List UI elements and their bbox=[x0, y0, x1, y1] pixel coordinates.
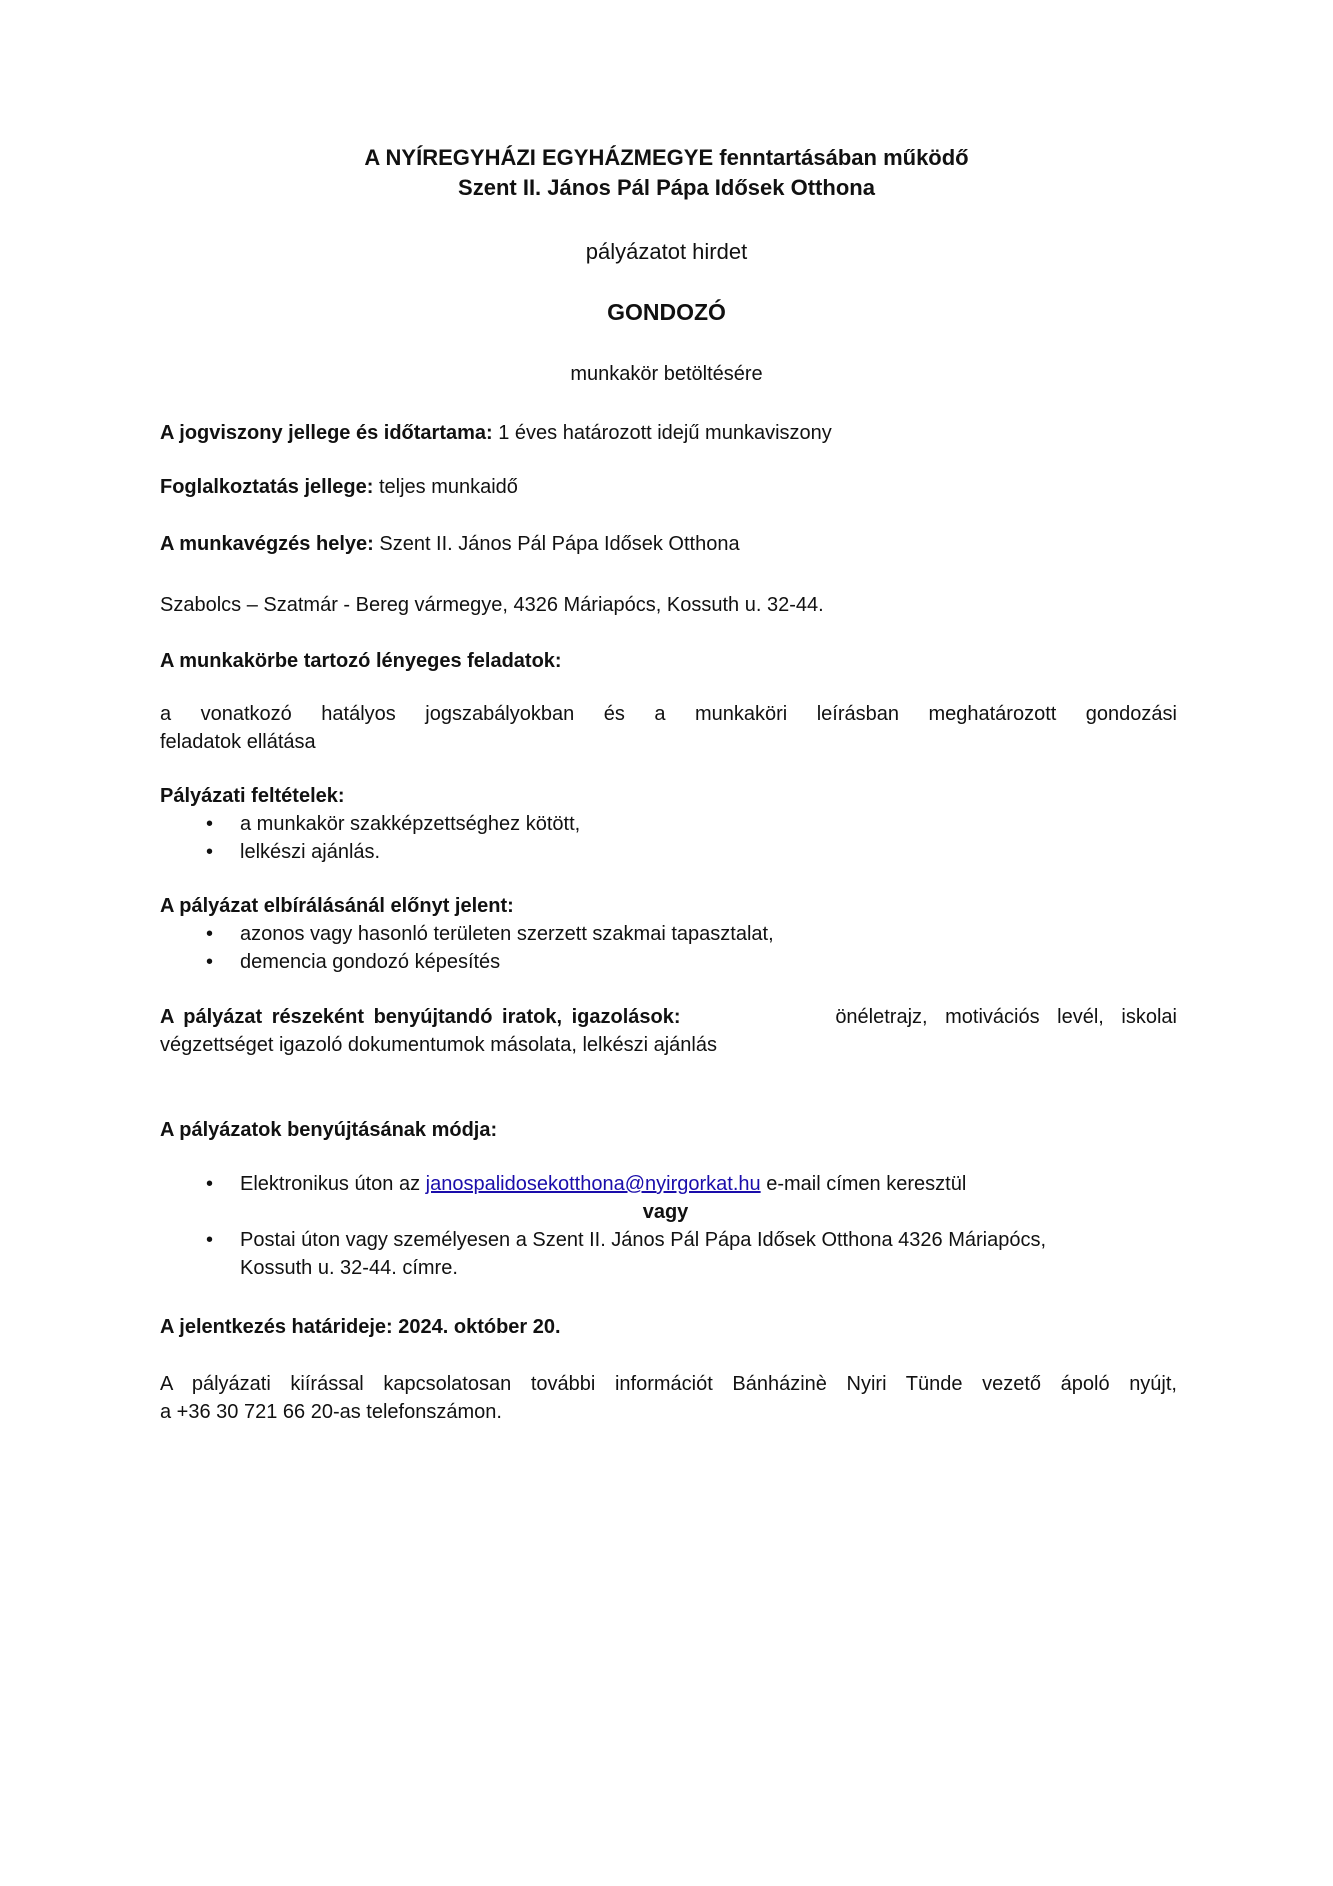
list-item: • Postai úton vagy személyesen a Szent II. János Pál Pápa Idősek Otthona 4326 Máriapócs, Kossuth u. 32-44. címre. bbox=[160, 1226, 1177, 1282]
advantages-section bbox=[160, 892, 1177, 976]
tasks-text bbox=[160, 700, 1177, 756]
list-item: • demencia gondozó képesítés bbox=[160, 948, 1177, 976]
announces-text: pályázatot hirdet bbox=[585, 239, 748, 264]
tasks-heading: A munkakörbe tartozó lényeges feladatok: bbox=[160, 650, 562, 672]
contact-line-2: a +36 30 721 66 20-as telefonszámon. bbox=[160, 1401, 502, 1423]
org-heading bbox=[0, 143, 1333, 203]
tasks-line-1: a vonatkozó hatályos jogszabályokban és a munkaköri leírásban meghatározott gondozási bbox=[160, 703, 1177, 725]
org-line-2: Szent II. János Pál Pápa Idősek Otthona bbox=[458, 175, 875, 200]
employment-label: Foglalkoztatás jellege: bbox=[160, 476, 374, 498]
list-item: • a munkakör szakképzettséghez kötött, bbox=[160, 810, 1177, 838]
bullet-icon: • bbox=[206, 841, 214, 863]
filling-text: munkakör betöltésére bbox=[570, 363, 763, 385]
documents-field bbox=[160, 1003, 1177, 1059]
contact-line-1: A pályázati kiírással kapcsolatosan további információt Bánházinè Nyiri Tünde vezető ápoló nyújt, bbox=[160, 1373, 1177, 1395]
address-text: Szabolcs – Szatmár - Bereg vármegye, 4326 Máriapócs, Kossuth u. 32-44. bbox=[160, 594, 824, 616]
place-field bbox=[160, 530, 1177, 558]
conditions-section bbox=[160, 782, 1177, 866]
bullet-icon: • bbox=[206, 923, 214, 945]
email-link[interactable]: janospalidosekotthona@nyirgorkat.hu bbox=[425, 1173, 761, 1195]
legal-field bbox=[160, 419, 1177, 447]
bullet-icon: • bbox=[206, 1229, 214, 1251]
documents-value-1: önéletrajz, motivációs levél, iskolai bbox=[835, 1006, 1177, 1028]
bullet-icon: • bbox=[206, 813, 214, 835]
org-line-1: A NYÍREGYHÁZI EGYHÁZMEGYE fenntartásában működő bbox=[364, 145, 969, 170]
list-item: • azonos vagy hasonló területen szerzett szakmai tapasztalat, bbox=[160, 920, 1177, 948]
submission-list bbox=[160, 1170, 1177, 1282]
position-title: GONDOZÓ bbox=[607, 299, 726, 325]
employment-value: teljes munkaidő bbox=[378, 476, 518, 498]
advantages-list bbox=[160, 920, 1177, 976]
bullet-icon: • bbox=[206, 1173, 214, 1195]
place-value: Szent II. János Pál Pápa Idősek Otthona bbox=[379, 533, 740, 555]
advantages-heading: A pályázat elbírálásánál előnyt jelent: bbox=[160, 895, 514, 917]
bullet-icon: • bbox=[206, 951, 214, 973]
contact-text bbox=[160, 1370, 1177, 1426]
conditions-list bbox=[160, 810, 1177, 866]
legal-value: 1 éves határozott idejű munkaviszony bbox=[498, 422, 832, 444]
list-item: • Elektronikus úton az janospalidosekotthona@nyirgorkat.hu e-mail címen keresztül bbox=[160, 1170, 1177, 1198]
employment-field bbox=[160, 473, 1177, 501]
tasks-line-2: feladatok ellátása bbox=[160, 731, 316, 753]
or-text: vagy bbox=[642, 1201, 689, 1223]
documents-line-1 bbox=[160, 1003, 1177, 1031]
deadline-text: A jelentkezés határideje: 2024. október 20. bbox=[160, 1316, 561, 1338]
list-item: • lelkészi ajánlás. bbox=[160, 838, 1177, 866]
submission-heading: A pályázatok benyújtásának módja: bbox=[160, 1119, 498, 1141]
conditions-heading: Pályázati feltételek: bbox=[160, 785, 345, 807]
legal-label: A jogviszony jellege és időtartama: bbox=[160, 422, 493, 444]
documents-value-2: végzettséget igazoló dokumentumok másolata, lelkészi ajánlás bbox=[160, 1034, 717, 1056]
documents-label: A pályázat részeként benyújtandó iratok, igazolások: bbox=[160, 1006, 681, 1028]
place-label: A munkavégzés helye: bbox=[160, 533, 374, 555]
